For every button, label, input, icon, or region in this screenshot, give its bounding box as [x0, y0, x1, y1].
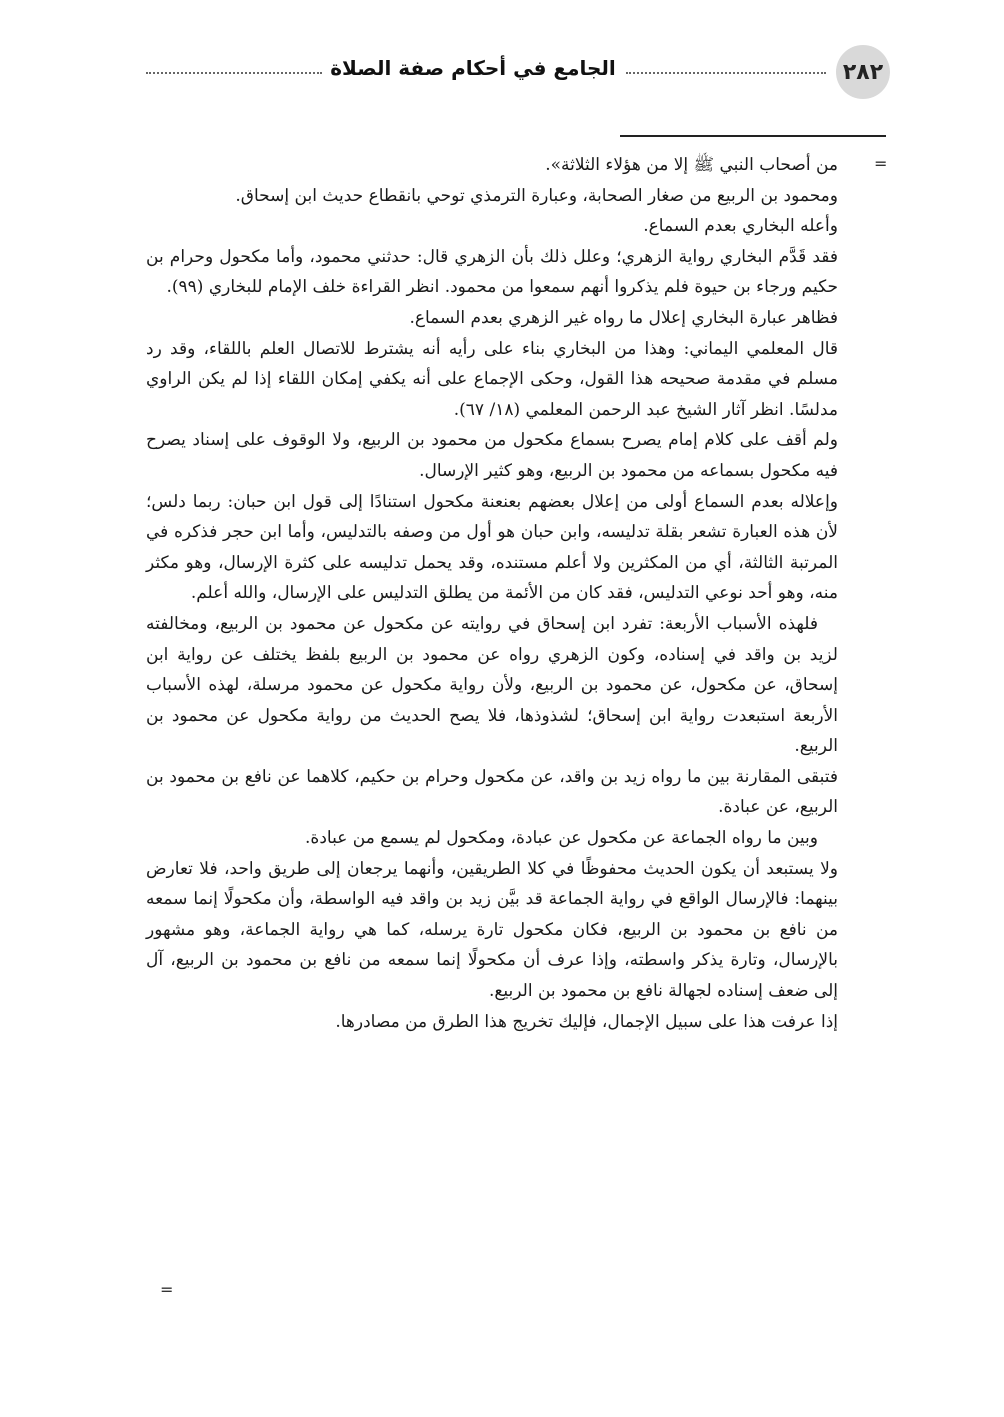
- page-header: [0, 42, 1004, 102]
- header-dots-left: [146, 72, 322, 74]
- continuation-mark-bottom: =: [160, 1280, 174, 1299]
- continuation-mark-top: =: [874, 154, 888, 173]
- paragraph: إذا عرفت هذا على سبيل الإجمال، فإليك تخريج هذا الطرق من مصادرها.: [335, 1011, 838, 1032]
- paragraph: قال المعلمي اليماني: وهذا من البخاري بناء على رأيه أنه يشترط للاتصال العلم باللقاء، وقد رد مسلم في مقدمة صحيحه هذا القول، وحكى الإجماع على أنه يكفي إمكان اللقاء إذا لم يكن الراوي مدلسًا. انظر آثار الشيخ عبد الرحمن المعلمي (١٨/ ٦٧).: [146, 338, 838, 420]
- book-title: الجامع في أحكام صفة الصلاة: [330, 56, 616, 80]
- paragraph: وبين ما رواه الجماعة عن مكحول عن عبادة، ومكحول لم يسمع من عبادة.: [305, 828, 818, 849]
- paragraph: وإعلاله بعدم السماع أولى من إعلال بعضهم بعنعنة مكحول استنادًا إلى قول ابن حبان: ربما دلس؛ لأن هذه العبارة تشعر بقلة تدليسه، وابن حبان هو أول من وصفه بالتدليس، وأما ابن حجر فذكره في المرتبة الثالثة، أي من المكثرين ولا أعلم مستنده، وقد يحمل تدليسه على كثرة الإرسال، وهو مكثر منه، وهو أحد نوعي التدليس، فقد كان من الأئمة من يطلق التدليس على الإرسال، والله أعلم.: [146, 491, 838, 604]
- footnote-separator: [620, 135, 886, 137]
- paragraph: فلهذه الأسباب الأربعة: تفرد ابن إسحاق في روايته عن مكحول عن محمود بن الربيع، ومخالفته لزيد بن واقد في إسناده، وكون الزهري رواه عن محمود بن الربيع بلفظ يختلف عن رواية ابن إسحاق، عن مكحول، عن محمود بن الربيع، ولأن رواية مكحول عن محمود مرسلة، لهذه الأسباب الأربعة استبعدت رواية ابن إسحاق؛ لشذوذها، فلا يصح الحديث من رواية مكحول عن محمود بن الربيع.: [146, 613, 838, 757]
- paragraph: ومحمود بن الربيع من صغار الصحابة، وعبارة الترمذي توحي بانقطاع حديث ابن إسحاق.: [235, 185, 838, 206]
- footnote-body: [146, 150, 838, 1037]
- paragraph: ولا يستبعد أن يكون الحديث محفوظًا في كلا الطريقين، وأنهما يرجعان إلى طريق واحد، فلا تعارض بينهما: فالإرسال الواقع في رواية الجماعة قد بيَّن زيد بن واقد فيه الواسطة، وأن مكحولًا إنما سمعه من نافع بن محمود بن الربيع، فكان مكحول تارة يرسله، كما هي رواية الجماعة، وهو مشهور بالإرسال، وتارة يذكر واسطته، وإذا عرف أن مكحولًا إنما سمعه من نافع بن محمود بن الربيع، آل إلى ضعف إسناده لجهالة نافع بن محمود بن الربيع.: [146, 858, 838, 1002]
- header-dots-right: [626, 72, 826, 74]
- paragraph: فقد قَدَّم البخاري رواية الزهري؛ وعلل ذلك بأن الزهري قال: حدثني محمود، وأما مكحول وحرام بن حكيم ورجاء بن حيوة فلم يذكروا أنهم سمعوا من محمود. انظر القراءة خلف الإمام للبخاري (٩٩).: [146, 246, 838, 298]
- paragraph: فتبقى المقارنة بين ما رواه زيد بن واقد، عن مكحول وحرام بن حكيم، كلاهما عن نافع بن محمود بن الربيع، عن عبادة.: [146, 766, 838, 818]
- paragraph: وأعله البخاري بعدم السماع.: [643, 216, 838, 237]
- page-number: ٢٨٢: [836, 45, 890, 99]
- paragraph: فظاهر عبارة البخاري إعلال ما رواه غير الزهري بعدم السماع.: [409, 307, 838, 328]
- paragraph: من أصحاب النبي ﷺ إلا من هؤلاء الثلاثة».: [545, 155, 838, 175]
- paragraph: ولم أقف على كلام إمام يصرح بسماع مكحول من محمود بن الربيع، ولا الوقوف على إسناد يصرح فيه مكحول بسماعه من محمود بن الربيع، وهو كثير الإرسال.: [146, 430, 838, 481]
